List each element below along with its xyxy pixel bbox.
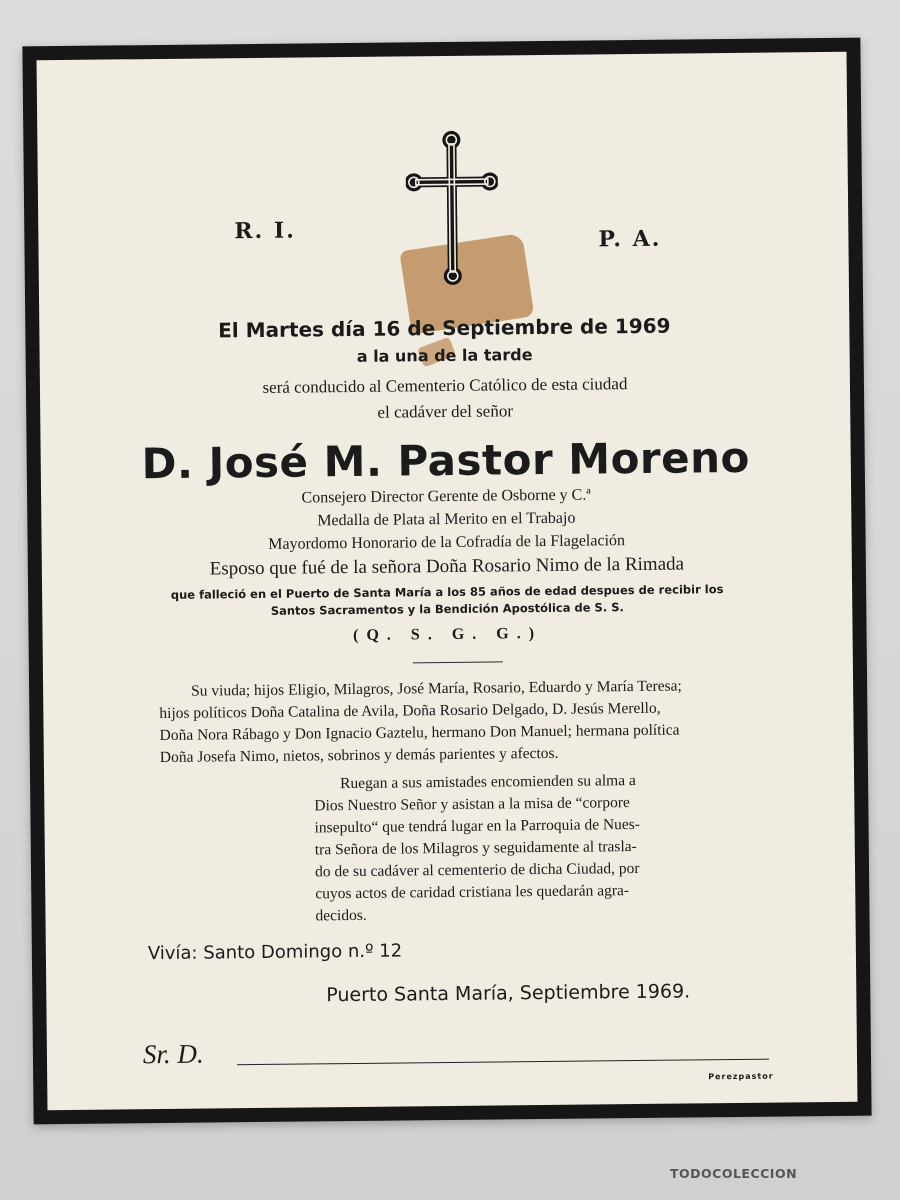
announcement-cemetery: será conducido al Cementerio Católico de esta ciudad	[262, 374, 628, 397]
paragraph-line: Su viuda; hijos Eligio, Milagros, José María, Rosario, Eduardo y María Teresa;	[191, 677, 682, 700]
deceased-title: Consejero Director Gerente de Osborne y C.ª	[301, 486, 591, 507]
paragraph-line: Doña Nora Rábago y Don Ignacio Gaztelu, hermano Don Manuel; hermana política	[159, 721, 680, 745]
printer-mark: Perezpastor	[708, 1071, 774, 1082]
recipient-blank-line	[237, 1059, 769, 1066]
announcement-date: El Martes día 16 de Septiembre de 1969	[218, 313, 671, 343]
notice-content	[37, 52, 858, 1110]
header-right: P. A.	[598, 225, 662, 253]
paragraph-line: Ruegan a sus amistades encomienden su alma a	[340, 772, 636, 793]
header-left: R. I.	[234, 217, 297, 245]
paragraph-line: insepulto“ que tendrá lugar en la Parroquia de Nues-	[314, 815, 641, 837]
paragraph-line: tra Señora de los Milagros y seguidamente al trasla-	[314, 838, 637, 859]
divider	[413, 661, 503, 663]
site-watermark: TODOCOLECCION	[670, 1166, 798, 1181]
family-paragraph	[159, 674, 810, 769]
paragraph-line: cuyos actos de caridad cristiana les quedarán agra-	[315, 882, 630, 903]
funeral-notice-card	[22, 38, 871, 1125]
paragraph-line: hijos políticos Doña Catalina de Avila, Doña Rosario Delgado, D. Jesús Merello,	[159, 699, 661, 723]
cross-icon	[405, 129, 499, 288]
paragraph-line: Doña Josefa Nimo, nietos, sobrinos y demás parientes y afectos.	[159, 744, 559, 767]
death-line: que falleció en el Puerto de Santa María a los 85 años de edad despues de recibir los	[170, 582, 724, 602]
qsgg-abbreviation: (Q. S. G. G.)	[353, 625, 543, 644]
paragraph-line: do de su cadáver al cementerio de dicha Ciudad, por	[314, 860, 640, 881]
announcement-time: a la una de la tarde	[356, 345, 533, 366]
request-paragraph	[314, 768, 806, 927]
announcement-subject: el cadáver del señor	[377, 401, 514, 422]
spouse-line: Esposo que fué de la señora Doña Rosario Nimo de la Rimada	[209, 553, 685, 580]
paragraph-line: Dios Nuestro Señor y asistan a la misa de “corpore	[314, 794, 630, 815]
deceased-name: D. José M. Pastor Moreno	[141, 432, 751, 489]
death-line: Santos Sacramentos y la Bendición Apostólica de S. S.	[270, 600, 624, 618]
recipient-label: Sr. D.	[142, 1038, 204, 1070]
deceased-title: Medalla de Plata al Merito en el Trabajo	[317, 509, 576, 530]
paragraph-line: decidos.	[315, 906, 367, 925]
notice-paper	[37, 52, 858, 1110]
place-date-line: Puerto Santa María, Septiembre 1969.	[326, 980, 691, 1007]
address-line: Vivía: Santo Domingo n.º 12	[147, 940, 403, 965]
deceased-title: Mayordomo Honorario de la Cofradía de la Flagelación	[268, 532, 626, 553]
